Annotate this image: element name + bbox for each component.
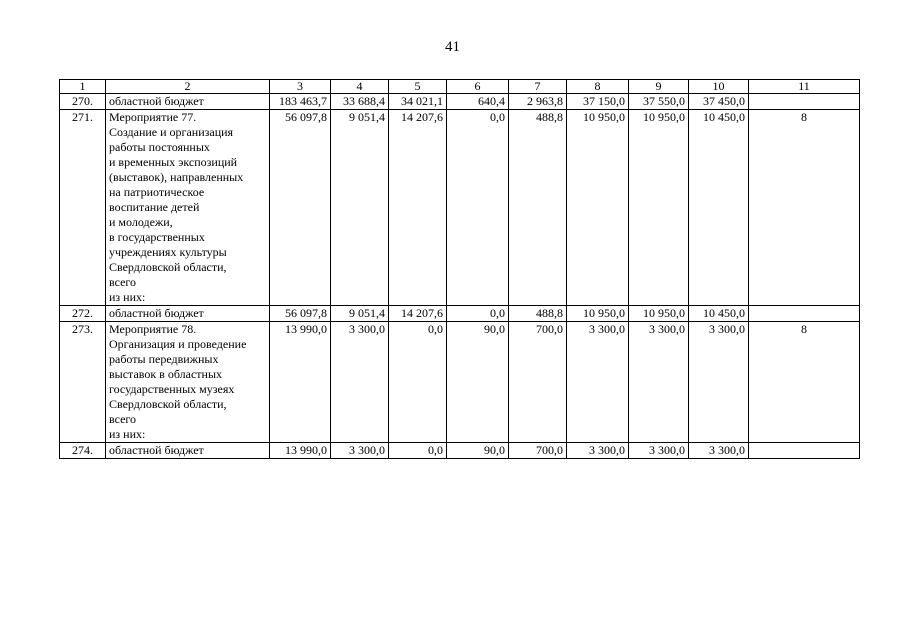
value-cell: 34 021,1 xyxy=(389,94,447,110)
value-cell: 0,0 xyxy=(447,110,509,306)
value-cell: 10 450,0 xyxy=(689,110,749,306)
value-cell: 14 207,6 xyxy=(389,110,447,306)
value-cell: 90,0 xyxy=(447,322,509,443)
description-line: всего xyxy=(109,412,137,426)
value-cell: 0,0 xyxy=(447,306,509,322)
value-cell: 14 207,6 xyxy=(389,306,447,322)
header-cell: 6 xyxy=(447,80,509,94)
budget-table xyxy=(59,79,860,459)
row-description xyxy=(106,443,270,459)
description-line: из них: xyxy=(109,427,146,441)
value-cell: 56 097,8 xyxy=(270,306,331,322)
table-body xyxy=(60,80,860,459)
row-description xyxy=(106,94,270,110)
value-cell: 3 300,0 xyxy=(567,443,629,459)
column-11-cell xyxy=(749,443,860,459)
table-row xyxy=(60,94,860,110)
row-number: 273. xyxy=(60,322,106,443)
value-cell: 183 463,7 xyxy=(270,94,331,110)
column-11-cell: 8 xyxy=(749,110,860,306)
description-line: из них: xyxy=(109,290,146,304)
header-cell: 3 xyxy=(270,80,331,94)
value-cell: 3 300,0 xyxy=(629,443,689,459)
column-11-cell xyxy=(749,306,860,322)
header-cell: 9 xyxy=(629,80,689,94)
row-number: 272. xyxy=(60,306,106,322)
value-cell: 2 963,8 xyxy=(509,94,567,110)
table-header-row xyxy=(60,80,860,94)
description-line: на патриотическое xyxy=(109,185,205,199)
description-line: областной бюджет xyxy=(109,94,204,108)
header-cell: 11 xyxy=(749,80,860,94)
header-cell: 7 xyxy=(509,80,567,94)
value-cell: 640,4 xyxy=(447,94,509,110)
value-cell: 90,0 xyxy=(447,443,509,459)
table-row xyxy=(60,322,860,443)
description-line: областной бюджет xyxy=(109,306,204,320)
description-line: выставок в областных xyxy=(109,367,223,381)
description-line: и временных экспозиций xyxy=(109,155,238,169)
value-cell: 0,0 xyxy=(389,322,447,443)
value-cell: 13 990,0 xyxy=(270,443,331,459)
row-description xyxy=(106,322,270,443)
row-description xyxy=(106,110,270,306)
value-cell: 37 550,0 xyxy=(629,94,689,110)
row-number: 270. xyxy=(60,94,106,110)
value-cell: 3 300,0 xyxy=(331,443,389,459)
description-line: государственных музеях xyxy=(109,382,235,396)
column-11-cell: 8 xyxy=(749,322,860,443)
value-cell: 37 150,0 xyxy=(567,94,629,110)
value-cell: 9 051,4 xyxy=(331,110,389,306)
page-number: 41 xyxy=(445,39,460,55)
description-line: в государственных xyxy=(109,230,205,244)
row-number: 271. xyxy=(60,110,106,306)
description-line: Организация и проведение xyxy=(109,337,247,351)
value-cell: 3 300,0 xyxy=(567,322,629,443)
description-line: и молодежи, xyxy=(109,215,173,229)
description-line: Мероприятие 77. xyxy=(109,110,197,124)
value-cell: 10 950,0 xyxy=(629,110,689,306)
value-cell: 3 300,0 xyxy=(629,322,689,443)
description-line: учреждениях культуры xyxy=(109,245,227,259)
value-cell: 488,8 xyxy=(509,110,567,306)
header-cell: 10 xyxy=(689,80,749,94)
value-cell: 37 450,0 xyxy=(689,94,749,110)
column-11-cell xyxy=(749,94,860,110)
value-cell: 700,0 xyxy=(509,322,567,443)
header-cell: 8 xyxy=(567,80,629,94)
value-cell: 10 950,0 xyxy=(567,306,629,322)
header-cell: 1 xyxy=(60,80,106,94)
value-cell: 10 950,0 xyxy=(567,110,629,306)
value-cell: 700,0 xyxy=(509,443,567,459)
table-row xyxy=(60,443,860,459)
value-cell: 3 300,0 xyxy=(689,322,749,443)
header-cell: 5 xyxy=(389,80,447,94)
header-cell: 4 xyxy=(331,80,389,94)
value-cell: 10 950,0 xyxy=(629,306,689,322)
description-line: работы передвижных xyxy=(109,352,219,366)
description-line: Свердловской области, xyxy=(109,397,227,411)
description-line: Мероприятие 78. xyxy=(109,322,197,336)
value-cell: 0,0 xyxy=(389,443,447,459)
table-row xyxy=(60,110,860,306)
header-cell: 2 xyxy=(106,80,270,94)
value-cell: 13 990,0 xyxy=(270,322,331,443)
description-line: всего xyxy=(109,275,137,289)
value-cell: 33 688,4 xyxy=(331,94,389,110)
description-line: областной бюджет xyxy=(109,443,204,457)
description-line: Создание и организация xyxy=(109,125,234,139)
row-description xyxy=(106,306,270,322)
value-cell: 488,8 xyxy=(509,306,567,322)
description-line: (выставок), направленных xyxy=(109,170,244,184)
value-cell: 3 300,0 xyxy=(689,443,749,459)
description-line: воспитание детей xyxy=(109,200,200,214)
table-row xyxy=(60,306,860,322)
value-cell: 9 051,4 xyxy=(331,306,389,322)
description-line: Свердловской области, xyxy=(109,260,227,274)
row-number: 274. xyxy=(60,443,106,459)
value-cell: 3 300,0 xyxy=(331,322,389,443)
value-cell: 56 097,8 xyxy=(270,110,331,306)
description-line: работы постоянных xyxy=(109,140,210,154)
value-cell: 10 450,0 xyxy=(689,306,749,322)
